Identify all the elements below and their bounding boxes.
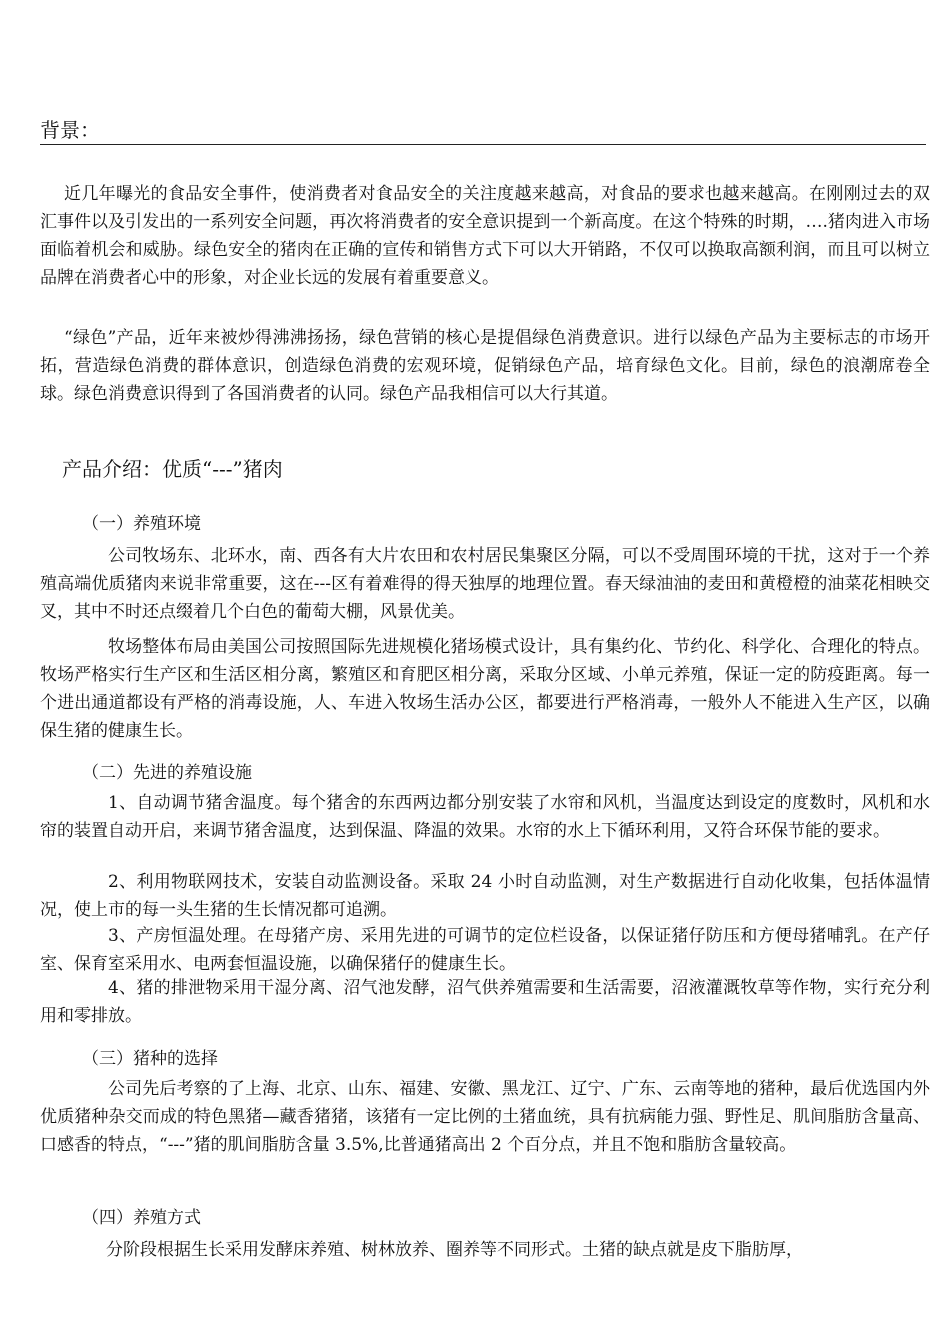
background-heading: 背景： [40,118,926,145]
intro-paragraph-2: “绿色”产品，近年来被炒得沸沸扬扬，绿色营销的核心是提倡绿色消费意识。进行以绿色产品为主要标志的市场开拓，营造绿色消费的群体意识，创造绿色消费的宏观环境，促销绿色产品，培育绿色文化。目前，绿色的浪潮席卷全球。绿色消费意识得到了各国消费者的认同。绿色产品我相信可以大行其道。 [40,328,930,404]
section3-paragraph: 公司先后考察的了上海、北京、山东、福建、安徽、黑龙江、辽宁、广东、云南等地的猪种，最后优选国内外优质猪种杂交而成的特色黑猪—藏香猪猪，该猪有一定比例的土猪血统，具有抗病能力强、野性足、肌间脂肪含量高、口感香的特点，“---”猪的肌间脂肪含量 3.5%,比普通猪高出 2 个百分点，并且不饱和脂肪含量较高。 [40,1079,930,1155]
section3-heading: （三）猪种的选择 [82,1049,218,1069]
section2-item-3: 3、产房恒温处理。在母猪产房、采用先进的可调节的定位栏设备，以保证猪仔防压和方便母猪哺乳。在产仔室、保育室采用水、电两套恒温设施，以确保猪仔的健康生长。 [40,926,930,974]
section4-heading: （四）养殖方式 [82,1208,201,1228]
product-title: 产品介绍：优质“---”猪肉 [62,457,283,481]
section1-paragraph-2: 牧场整体布局由美国公司按照国际先进规模化猪场模式设计，具有集约化、节约化、科学化、合理化的特点。牧场严格实行生产区和生活区相分离，繁殖区和育肥区相分离，采取分区域、小单元养殖，保证一定的防疫距离。每一个进出通道都设有严格的消毒设施，人、车进入牧场生活办公区，都要进行严格消毒，一般外人不能进入生产区，以确保生猪的健康生长。 [40,637,930,741]
section2-item-4: 4、猪的排泄物采用干湿分离、沼气池发酵，沼气供养殖需要和生活需要，沼液灌溉牧草等作物，实行充分利用和零排放。 [40,978,930,1026]
section1-heading: （一）养殖环境 [82,514,201,534]
section2-heading: （二）先进的养殖设施 [82,763,252,783]
intro-paragraph-1: 近几年曝光的食品安全事件，使消费者对食品安全的关注度越来越高，对食品的要求也越来越高。在刚刚过去的双汇事件以及引发出的一系列安全问题，再次将消费者的安全意识提到一个新高度。在这个特殊的时期，….猪肉进入市场面临着机会和威胁。绿色安全的猪肉在正确的宣传和销售方式下可以大开销路，不仅可以换取高额利润，而且可以树立品牌在消费者心中的形象，对企业长远的发展有着重要意义。 [40,184,930,288]
section2-item-2: 2、利用物联网技术，安装自动监测设备。采取 24 小时自动监测，对生产数据进行自动化收集，包括体温情况，使上市的每一头生猪的生长情况都可追溯。 [40,872,930,920]
section4-paragraph: 分阶段根据生长采用发酵床养殖、树林放养、圈养等不同形式。土猪的缺点就是皮下脂肪厚， [106,1240,803,1260]
section2-item-1: 1、自动调节猪舍温度。每个猪舍的东西两边都分别安装了水帘和风机，当温度达到设定的度数时，风机和水帘的装置自动开启，来调节猪舍温度，达到保温、降温的效果。水帘的水上下循环利用，又符合环保节能的要求。 [40,793,930,841]
section1-paragraph-1: 公司牧场东、北环水，南、西各有大片农田和农村居民集聚区分隔，可以不受周围环境的干扰，这对于一个养殖高端优质猪肉来说非常重要，这在---区有着难得的得天独厚的地理位置。春天绿油油的麦田和黄橙橙的油菜花相映交叉，其中不时还点缀着几个白色的葡萄大棚，风景优美。 [40,546,930,622]
